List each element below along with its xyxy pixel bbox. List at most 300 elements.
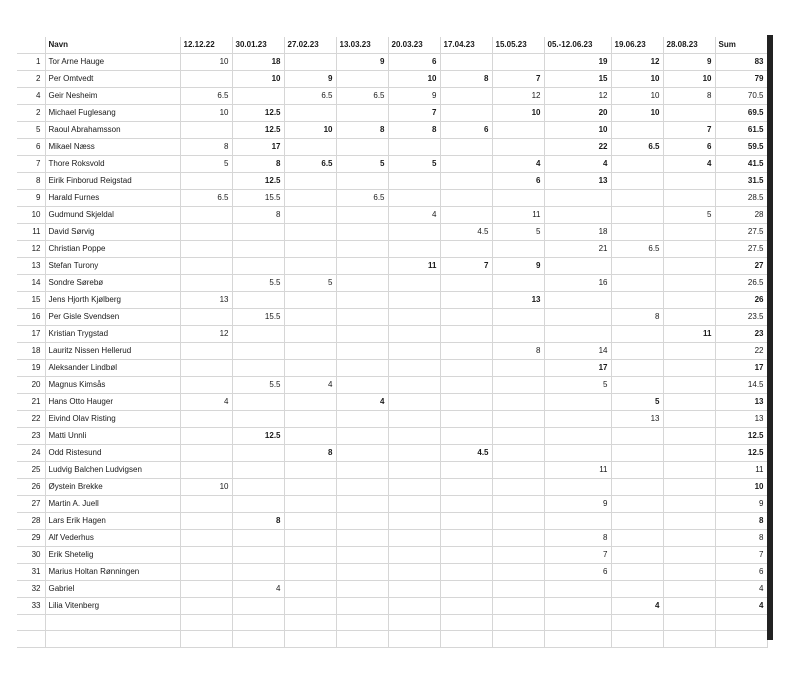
score-cell <box>492 581 544 598</box>
score-cell <box>440 564 492 581</box>
score-cell: 12 <box>611 54 663 71</box>
score-cell <box>180 462 232 479</box>
name-cell: David Sørvig <box>45 224 180 241</box>
name-cell: Geir Nesheim <box>45 88 180 105</box>
score-cell <box>388 547 440 564</box>
score-cell <box>440 88 492 105</box>
rank-cell: 4 <box>17 88 45 105</box>
date-header: 28.08.23 <box>663 37 715 54</box>
score-cell: 15.5 <box>232 309 284 326</box>
score-cell <box>284 343 336 360</box>
score-cell <box>611 513 663 530</box>
table-row <box>17 207 767 224</box>
score-cell <box>180 343 232 360</box>
score-cell <box>336 462 388 479</box>
score-cell <box>440 411 492 428</box>
rank-cell: 23 <box>17 428 45 445</box>
score-cell <box>492 547 544 564</box>
score-cell <box>180 258 232 275</box>
score-cell <box>663 564 715 581</box>
score-cell <box>388 241 440 258</box>
score-cell: 10 <box>611 105 663 122</box>
empty-cell <box>45 631 180 647</box>
score-cell <box>663 428 715 445</box>
name-cell: Stefan Turony <box>45 258 180 275</box>
name-cell: Michael Fuglesang <box>45 105 180 122</box>
score-cell <box>440 598 492 615</box>
empty-cell <box>45 615 180 631</box>
name-cell: Lauritz Nissen Hellerud <box>45 343 180 360</box>
sum-cell: 12.5 <box>715 445 767 462</box>
rank-cell: 13 <box>17 258 45 275</box>
empty-cell <box>232 615 284 631</box>
table-body <box>17 54 767 648</box>
score-cell <box>388 445 440 462</box>
score-cell <box>440 173 492 190</box>
score-cell <box>388 462 440 479</box>
score-cell <box>492 190 544 207</box>
name-cell: Aleksander Lindbøl <box>45 360 180 377</box>
score-cell: 12.5 <box>232 173 284 190</box>
score-cell: 12 <box>544 88 611 105</box>
score-cell <box>388 394 440 411</box>
score-cell <box>180 496 232 513</box>
score-cell <box>611 530 663 547</box>
score-cell <box>663 479 715 496</box>
header-row <box>17 37 767 54</box>
score-cell <box>232 530 284 547</box>
sum-cell: 28 <box>715 207 767 224</box>
score-cell <box>492 513 544 530</box>
score-cell: 7 <box>388 105 440 122</box>
name-cell: Mikael Næss <box>45 139 180 156</box>
rank-cell: 33 <box>17 598 45 615</box>
score-cell <box>611 207 663 224</box>
table-row <box>17 513 767 530</box>
results-table <box>17 37 768 648</box>
score-cell <box>611 428 663 445</box>
rank-cell: 7 <box>17 156 45 173</box>
score-cell: 10 <box>180 105 232 122</box>
sum-cell: 10 <box>715 479 767 496</box>
score-cell <box>440 326 492 343</box>
score-cell <box>232 445 284 462</box>
date-header: 13.03.23 <box>336 37 388 54</box>
rank-cell: 19 <box>17 360 45 377</box>
empty-cell <box>336 631 388 647</box>
score-cell <box>492 139 544 156</box>
name-cell: Kristian Trygstad <box>45 326 180 343</box>
rank-cell: 8 <box>17 173 45 190</box>
score-cell <box>336 377 388 394</box>
score-cell <box>492 326 544 343</box>
sum-cell: 13 <box>715 411 767 428</box>
score-cell <box>232 394 284 411</box>
name-cell: Øystein Brekke <box>45 479 180 496</box>
score-cell: 5 <box>336 156 388 173</box>
table-row <box>17 462 767 479</box>
empty-cell <box>388 631 440 647</box>
score-cell: 4 <box>284 377 336 394</box>
score-cell <box>336 275 388 292</box>
sum-cell: 27.5 <box>715 241 767 258</box>
score-cell <box>492 479 544 496</box>
table-row <box>17 598 767 615</box>
rank-cell: 15 <box>17 292 45 309</box>
score-cell <box>284 139 336 156</box>
name-cell: Lilia Vitenberg <box>45 598 180 615</box>
date-header: 27.02.23 <box>284 37 336 54</box>
score-cell <box>180 207 232 224</box>
sum-header: Sum <box>715 37 767 54</box>
empty-cell <box>611 615 663 631</box>
name-cell: Harald Furnes <box>45 190 180 207</box>
score-cell <box>388 581 440 598</box>
score-cell: 7 <box>663 122 715 139</box>
score-cell: 21 <box>544 241 611 258</box>
score-cell <box>180 71 232 88</box>
score-cell <box>663 581 715 598</box>
name-cell: Per Gisle Svendsen <box>45 309 180 326</box>
score-cell: 12.5 <box>232 105 284 122</box>
score-cell <box>336 496 388 513</box>
score-cell <box>611 377 663 394</box>
score-cell: 6 <box>663 139 715 156</box>
score-cell: 5.5 <box>232 275 284 292</box>
score-cell: 5 <box>388 156 440 173</box>
score-cell <box>440 343 492 360</box>
score-cell: 20 <box>544 105 611 122</box>
score-cell: 4 <box>611 598 663 615</box>
score-cell <box>232 326 284 343</box>
score-cell <box>492 445 544 462</box>
score-cell <box>440 394 492 411</box>
score-cell <box>284 326 336 343</box>
score-cell: 13 <box>492 292 544 309</box>
score-cell <box>336 292 388 309</box>
score-cell: 6.5 <box>284 88 336 105</box>
score-cell <box>663 445 715 462</box>
score-cell <box>232 564 284 581</box>
score-cell: 10 <box>180 479 232 496</box>
score-cell: 11 <box>663 326 715 343</box>
score-cell <box>492 241 544 258</box>
score-cell: 4 <box>336 394 388 411</box>
score-cell <box>492 411 544 428</box>
rank-cell: 2 <box>17 105 45 122</box>
score-cell <box>492 394 544 411</box>
sum-cell: 83 <box>715 54 767 71</box>
score-cell: 19 <box>544 54 611 71</box>
score-cell: 12 <box>492 88 544 105</box>
score-cell <box>611 496 663 513</box>
score-cell: 10 <box>388 71 440 88</box>
score-cell <box>611 156 663 173</box>
table-row <box>17 428 767 445</box>
score-cell <box>232 462 284 479</box>
sheet-edge-bar <box>767 35 773 640</box>
name-cell: Tor Arne Hauge <box>45 54 180 71</box>
score-cell <box>232 547 284 564</box>
empty-cell <box>715 615 767 631</box>
score-cell <box>388 173 440 190</box>
score-cell <box>388 309 440 326</box>
score-cell <box>336 445 388 462</box>
name-cell: Erik Shetelig <box>45 547 180 564</box>
score-cell: 4 <box>663 156 715 173</box>
score-cell <box>663 105 715 122</box>
score-cell <box>284 292 336 309</box>
score-cell: 6 <box>388 54 440 71</box>
name-cell: Jens Hjorth Kjølberg <box>45 292 180 309</box>
score-cell <box>180 411 232 428</box>
empty-cell <box>492 631 544 647</box>
score-cell <box>611 122 663 139</box>
score-cell <box>284 241 336 258</box>
score-cell: 6 <box>440 122 492 139</box>
score-cell <box>440 275 492 292</box>
name-cell: Odd Ristesund <box>45 445 180 462</box>
score-cell <box>284 598 336 615</box>
score-cell <box>492 275 544 292</box>
score-cell <box>611 564 663 581</box>
name-cell: Gabriel <box>45 581 180 598</box>
score-cell <box>388 224 440 241</box>
sum-cell: 23 <box>715 326 767 343</box>
empty-cell <box>544 615 611 631</box>
score-cell <box>611 275 663 292</box>
score-cell <box>284 462 336 479</box>
score-cell <box>492 428 544 445</box>
score-cell <box>492 564 544 581</box>
score-cell <box>440 530 492 547</box>
sum-cell: 61.5 <box>715 122 767 139</box>
score-cell <box>284 411 336 428</box>
table-row <box>17 479 767 496</box>
table-row <box>17 156 767 173</box>
score-cell: 4 <box>388 207 440 224</box>
score-cell <box>611 462 663 479</box>
empty-cell <box>440 631 492 647</box>
score-cell: 8 <box>663 88 715 105</box>
score-cell: 22 <box>544 139 611 156</box>
score-cell <box>440 309 492 326</box>
score-cell <box>388 530 440 547</box>
score-cell: 5 <box>544 377 611 394</box>
score-cell <box>440 207 492 224</box>
sum-cell: 70.5 <box>715 88 767 105</box>
score-cell: 6.5 <box>336 88 388 105</box>
score-cell <box>611 258 663 275</box>
score-cell <box>663 360 715 377</box>
score-cell <box>544 445 611 462</box>
score-cell: 8 <box>388 122 440 139</box>
score-cell <box>440 428 492 445</box>
score-cell <box>336 71 388 88</box>
sum-cell: 59.5 <box>715 139 767 156</box>
name-cell: Gudmund Skjeldal <box>45 207 180 224</box>
score-cell <box>180 309 232 326</box>
table-row <box>17 411 767 428</box>
score-cell <box>180 377 232 394</box>
rank-cell: 1 <box>17 54 45 71</box>
score-cell: 10 <box>232 71 284 88</box>
score-cell <box>180 547 232 564</box>
score-cell: 18 <box>232 54 284 71</box>
score-cell: 7 <box>492 71 544 88</box>
sum-cell: 13 <box>715 394 767 411</box>
sum-cell: 27 <box>715 258 767 275</box>
score-cell <box>544 190 611 207</box>
sum-cell: 22 <box>715 343 767 360</box>
score-cell <box>336 241 388 258</box>
score-cell: 15.5 <box>232 190 284 207</box>
score-cell <box>180 360 232 377</box>
score-cell <box>180 122 232 139</box>
score-cell: 9 <box>492 258 544 275</box>
table-row <box>17 88 767 105</box>
score-cell: 9 <box>388 88 440 105</box>
score-cell <box>544 411 611 428</box>
score-cell <box>284 173 336 190</box>
rank-cell: 29 <box>17 530 45 547</box>
score-cell <box>544 394 611 411</box>
score-cell: 8 <box>440 71 492 88</box>
sum-cell: 41.5 <box>715 156 767 173</box>
table-row <box>17 105 767 122</box>
score-cell: 11 <box>492 207 544 224</box>
table-row <box>17 496 767 513</box>
empty-cell <box>17 615 45 631</box>
empty-cell <box>180 631 232 647</box>
sum-cell: 26 <box>715 292 767 309</box>
score-cell <box>663 224 715 241</box>
table-row <box>17 360 767 377</box>
table-row <box>17 530 767 547</box>
score-cell <box>336 564 388 581</box>
score-cell: 17 <box>544 360 611 377</box>
score-cell <box>544 292 611 309</box>
table-row <box>17 224 767 241</box>
score-cell: 11 <box>388 258 440 275</box>
sum-cell: 7 <box>715 547 767 564</box>
score-cell <box>232 411 284 428</box>
score-cell <box>388 292 440 309</box>
table-row <box>17 173 767 190</box>
score-cell: 6 <box>544 564 611 581</box>
score-cell <box>611 581 663 598</box>
score-cell <box>663 462 715 479</box>
score-cell <box>284 105 336 122</box>
score-cell <box>232 258 284 275</box>
score-cell <box>284 258 336 275</box>
score-cell <box>388 190 440 207</box>
score-cell <box>284 54 336 71</box>
table-row <box>17 394 767 411</box>
rank-cell: 28 <box>17 513 45 530</box>
score-cell <box>492 122 544 139</box>
score-cell <box>388 326 440 343</box>
score-cell <box>663 377 715 394</box>
score-cell <box>180 513 232 530</box>
score-cell <box>388 564 440 581</box>
score-cell <box>336 411 388 428</box>
score-cell <box>492 462 544 479</box>
rank-cell: 27 <box>17 496 45 513</box>
score-cell <box>440 105 492 122</box>
date-header: 17.04.23 <box>440 37 492 54</box>
score-cell <box>611 479 663 496</box>
score-cell: 13 <box>544 173 611 190</box>
score-cell <box>336 360 388 377</box>
score-cell <box>492 377 544 394</box>
score-cell <box>440 581 492 598</box>
table-row <box>17 326 767 343</box>
score-cell <box>284 581 336 598</box>
table-row <box>17 309 767 326</box>
rank-cell: 5 <box>17 122 45 139</box>
score-cell <box>336 224 388 241</box>
score-cell: 10 <box>611 71 663 88</box>
score-cell <box>663 598 715 615</box>
score-cell <box>611 190 663 207</box>
score-cell: 12 <box>180 326 232 343</box>
empty-cell <box>663 631 715 647</box>
score-cell <box>336 258 388 275</box>
sum-cell: 6 <box>715 564 767 581</box>
score-cell: 10 <box>663 71 715 88</box>
score-cell <box>180 173 232 190</box>
score-cell <box>663 343 715 360</box>
sum-cell: 9 <box>715 496 767 513</box>
score-cell <box>336 105 388 122</box>
score-cell <box>180 564 232 581</box>
score-cell <box>232 479 284 496</box>
score-cell <box>611 292 663 309</box>
rank-cell: 14 <box>17 275 45 292</box>
score-cell: 6.5 <box>180 190 232 207</box>
score-cell <box>440 462 492 479</box>
score-cell <box>544 428 611 445</box>
score-cell <box>284 530 336 547</box>
score-cell: 8 <box>492 343 544 360</box>
score-cell <box>284 190 336 207</box>
sum-cell: 69.5 <box>715 105 767 122</box>
score-cell <box>388 513 440 530</box>
score-cell: 8 <box>232 156 284 173</box>
score-cell <box>663 496 715 513</box>
score-cell: 13 <box>180 292 232 309</box>
score-cell: 4.5 <box>440 445 492 462</box>
sum-cell: 8 <box>715 513 767 530</box>
score-cell <box>663 513 715 530</box>
name-cell: Per Omtvedt <box>45 71 180 88</box>
score-cell: 9 <box>544 496 611 513</box>
score-cell: 4.5 <box>440 224 492 241</box>
score-cell <box>611 173 663 190</box>
date-header: 05.-12.06.23 <box>544 37 611 54</box>
rank-cell: 11 <box>17 224 45 241</box>
date-header: 15.05.23 <box>492 37 544 54</box>
score-cell <box>544 309 611 326</box>
score-cell <box>663 173 715 190</box>
score-cell <box>336 479 388 496</box>
rank-cell: 16 <box>17 309 45 326</box>
score-cell <box>663 394 715 411</box>
score-cell <box>284 496 336 513</box>
table-row <box>17 190 767 207</box>
score-cell: 7 <box>544 547 611 564</box>
